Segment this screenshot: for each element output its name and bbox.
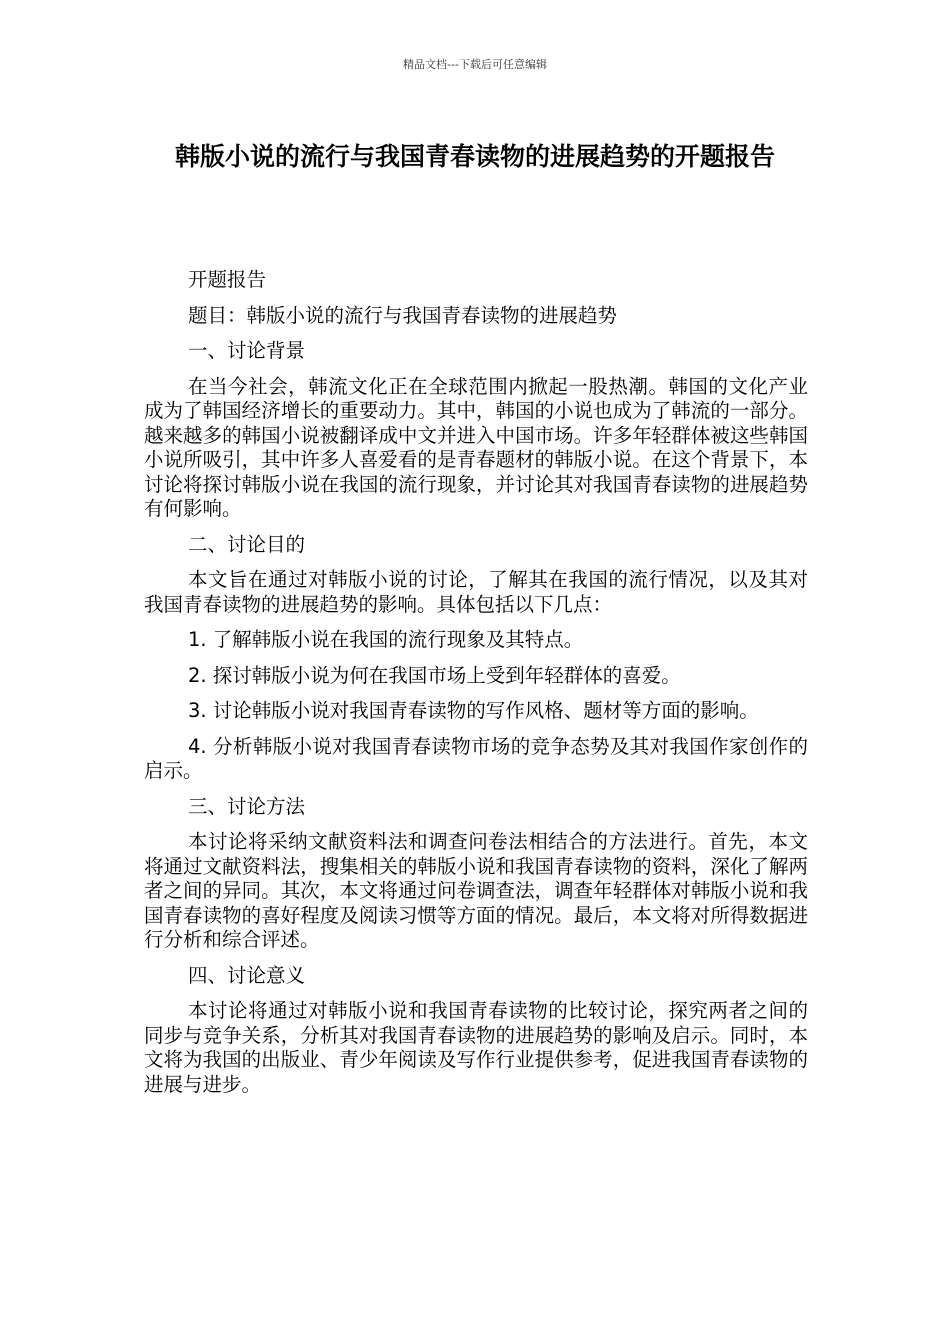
- document-title: 韩版小说的流行与我国青春读物的进展趋势的开题报告: [174, 142, 775, 171]
- paragraph-background: 在当今社会，韩流文化正在全球范围内掀起一股热潮。韩国的文化产业成为了韩国经济增长的重要动力。其中，韩国的小说也成为了韩流的一部分。越来越多的韩国小说被翻译成中文并进入中国市场。许多年轻群体被这些韩国小说所吸引，其中许多人喜爱看的是青春题材的韩版小说。在这个背景下，本讨论将探讨韩版小说在我国的流行现象，并讨论其对我国青春读物的进展趋势有何影响。: [144, 374, 808, 520]
- list-item: 3. 讨论韩版小说对我国青春读物的写作风格、题材等方面的影响。: [188, 699, 759, 722]
- section-heading-background: 一、讨论背景: [188, 339, 306, 362]
- section-heading-significance: 四、讨论意义: [188, 963, 306, 987]
- section-heading-purpose: 二、讨论目的: [188, 532, 306, 556]
- list-item: 1. 了解韩版小说在我国的流行现象及其特点。: [188, 628, 584, 651]
- paragraph-significance: 本讨论将通过对韩版小说和我国青春读物的比较讨论，探究两者之间的同步与竞争关系，分析其对我国青春读物的进展趋势的影响及启示。同时，本文将为我国的出版业、青少年阅读及写作行业提供参考，促进我国青春读物的进展与进步。: [144, 999, 808, 1096]
- paragraph-method: 本讨论将采纳文献资料法和调查问卷法相结合的方法进行。首先，本文将通过文献资料法，搜集相关的韩版小说和我国青春读物的资料，深化了解两者之间的异同。其次，本文将通过问卷调查法，调查年轻群体对韩版小说和我国青春读物的喜好程度及阅读习惯等方面的情况。最后，本文将对所得数据进行分析和综合评述。: [144, 830, 808, 951]
- document-body: [144, 268, 808, 1108]
- list-item: 2. 探讨韩版小说为何在我国市场上受到年轻群体的喜爱。: [188, 663, 681, 687]
- report-topic: 题目：韩版小说的流行与我国青春读物的进展趋势: [188, 303, 618, 327]
- report-label: 开题报告: [188, 268, 267, 291]
- list-item: 4. 分析韩版小说对我国青春读物市场的竞争态势及其对我国作家创作的启示。: [144, 734, 808, 782]
- paragraph-purpose: 本文旨在通过对韩版小说的讨论，了解其在我国的流行情况，以及其对我国青春读物的进展趋势的影响。具体包括以下几点：: [144, 568, 808, 616]
- section-heading-method: 三、讨论方法: [188, 794, 306, 818]
- header-note: 精品文档---下载后可任意编辑: [403, 58, 547, 71]
